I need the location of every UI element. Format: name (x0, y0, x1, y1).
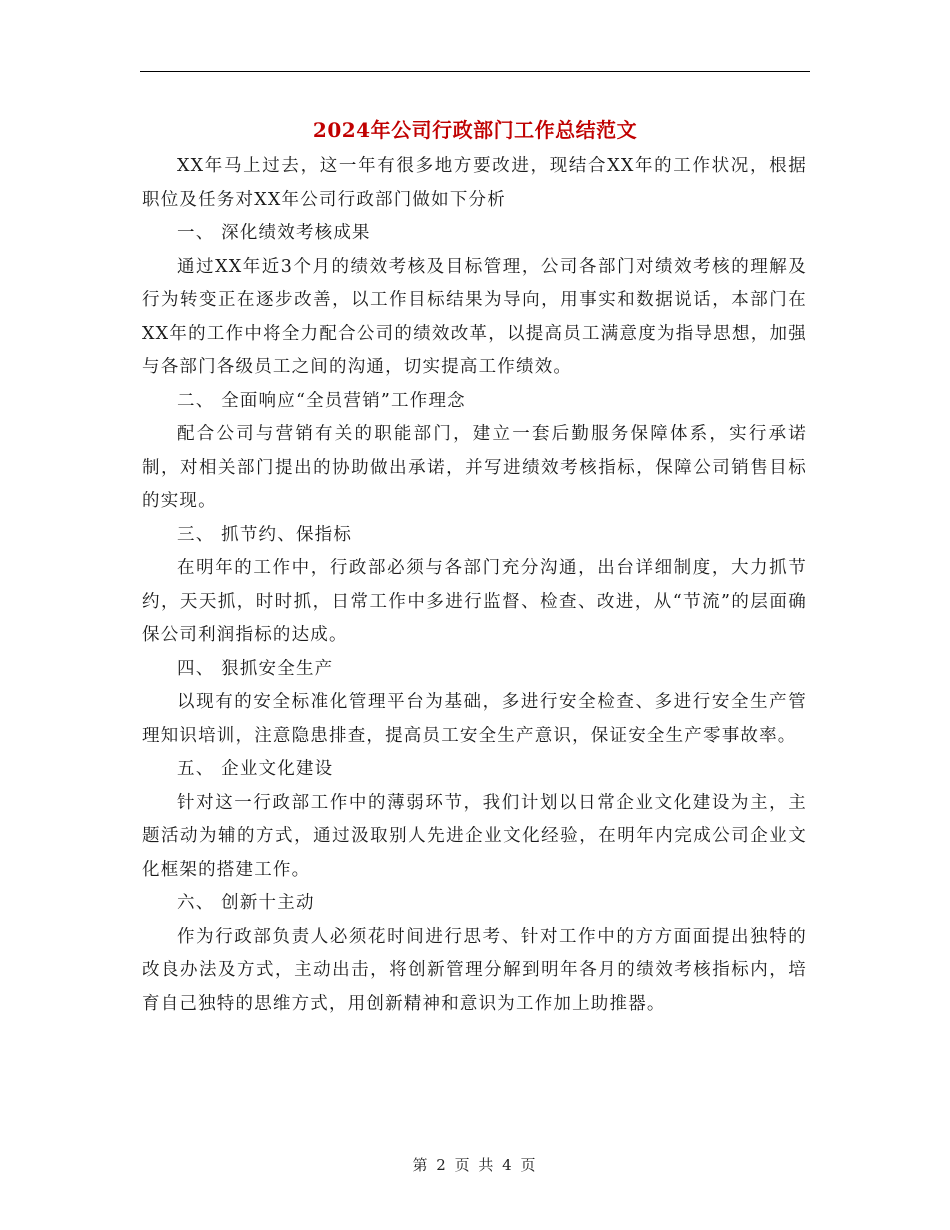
section-body-3: 在明年的工作中，行政部必须与各部门充分沟通，出台详细制度，大力抓节约，天天抓，时时抓，日常工作中多进行监督、检查、改进，从“节流”的层面确保公司利润指标的达成。 (142, 558, 807, 645)
header-rule (140, 71, 810, 72)
page-number: 第 2 页 共 4 页 (412, 1156, 538, 1174)
section-body-2: 配合公司与营销有关的职能部门，建立一套后勤服务保障体系，实行承诺制，对相关部门提出的协助做出承诺，并写进绩效考核指标，保障公司销售目标的实现。 (142, 424, 807, 511)
document-title: 2024年公司行政部门工作总结范文 (312, 118, 638, 142)
section-heading-3: 三、 抓节约、保指标 (177, 524, 353, 545)
document-body (142, 150, 807, 1021)
section-heading-4: 四、 狠抓安全生产 (177, 658, 334, 679)
section-body-1: 通过XX年近3个月的绩效考核及目标管理，公司各部门对绩效考核的理解及行为转变正在逐步改善，以工作目标结果为导向，用事实和数据说话，本部门在XX年的工作中将全力配合公司的绩效改革，以提高员工满意度为指导思想，加强与各部门各级员工之间的沟通，切实提高工作绩效。 (142, 256, 807, 377)
intro-paragraph: XX年马上过去，这一年有很多地方要改进，现结合XX年的工作状况，根据职位及任务对XX年公司行政部门做如下分析 (142, 156, 807, 210)
section-heading-1: 一、 深化绩效考核成果 (177, 223, 371, 243)
section-body-6: 作为行政部负责人必须花时间进行思考、针对工作中的方方面面提出独特的改良办法及方式，主动出击，将创新管理分解到明年各月的绩效考核指标内，培育自己独特的思维方式，用创新精神和意识为工作加上助推器。 (142, 926, 807, 1014)
section-heading-2: 二、 全面响应“全员营销”工作理念 (177, 390, 466, 411)
section-body-4: 以现有的安全标准化管理平台为基础，多进行安全检查、多进行安全生产管理知识培训，注意隐患排查，提高员工安全生产意识，保证安全生产零事故率。 (142, 692, 807, 746)
section-body-5: 针对这一行政部工作中的薄弱环节，我们计划以日常企业文化建设为主，主题活动为辅的方式，通过汲取别人先进企业文化经验，在明年内完成公司企业文化框架的搭建工作。 (142, 792, 807, 880)
section-heading-6: 六、 创新十主动 (177, 893, 315, 913)
section-heading-5: 五、 企业文化建设 (177, 759, 334, 779)
